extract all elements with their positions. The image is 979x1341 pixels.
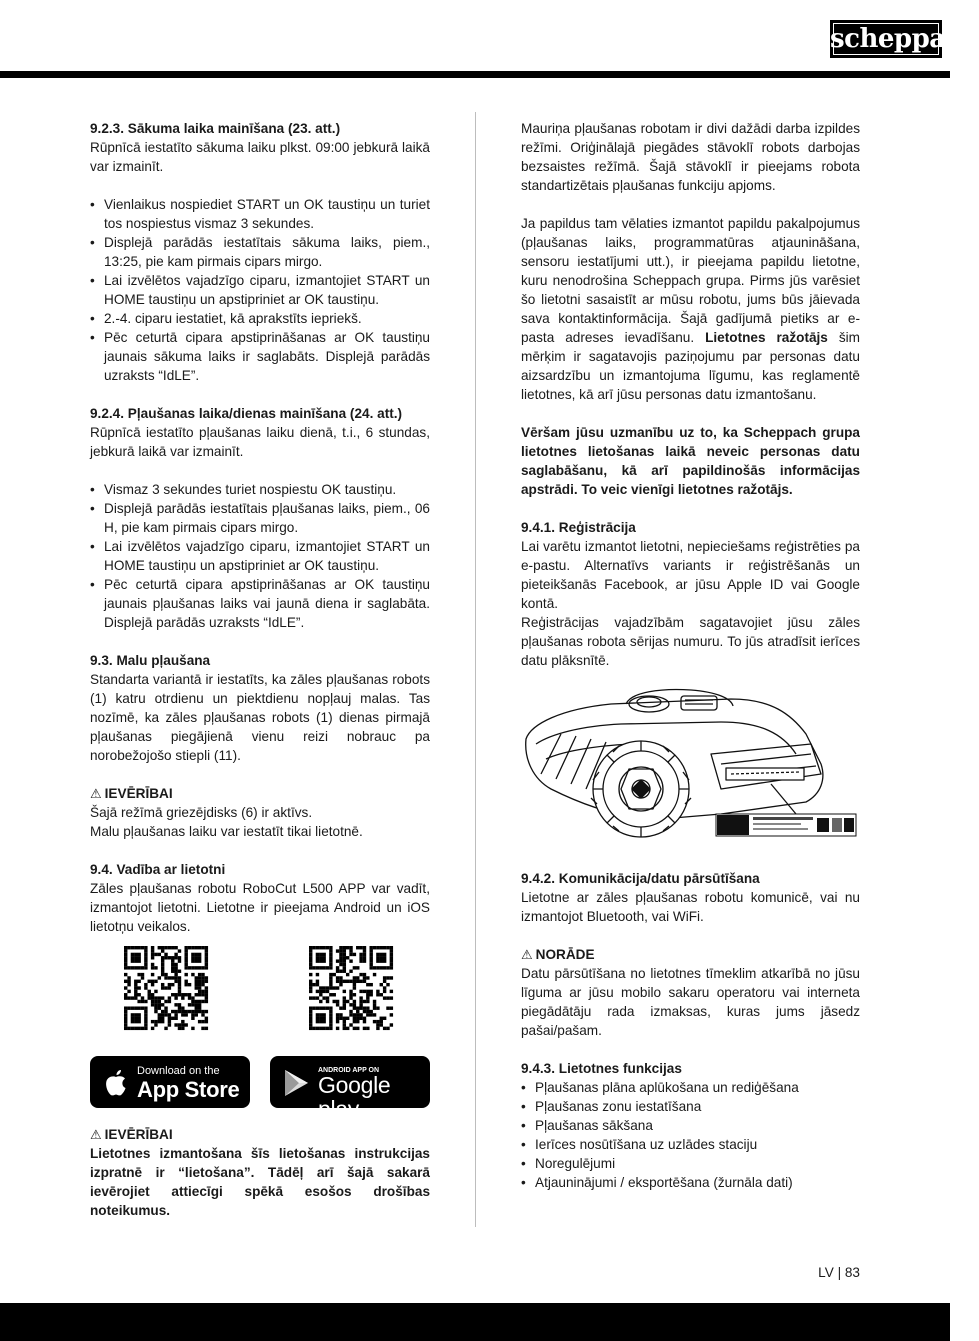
paragraph: Mauriņa pļaušanas robotam ir divi dažādi darba izpildes režīmi. Oriģinālajā piegādes stāvoklī robots darbojas bezsaistes režīmā. Šajā stāvoklī ir pieejams robota standartizētais pļaušanas funkciju apjoms. [521, 121, 860, 193]
paragraph-bold: Vēršam jūsu uzmanību uz to, ka Scheppach grupa lietotnes lietošanas laikā neveic personas datu saglabāšanu, kā arī papildinošās informācijas apstrādi. To veic vienīgi lietotnes ražotājs. [521, 425, 860, 497]
app-functions-list [521, 1078, 860, 1192]
warning-heading: ⚠ IEVĒRĪBAI [90, 1127, 173, 1142]
section-942-text: Lietotne ar zāles pļaušanas robotu komunicē, vai nu izmantojot Bluetooth, vai WiFi. [521, 890, 860, 924]
section-941-text: Reģistrācijas vajadzībām sagatavojiet jūsu zāles pļaušanas robota sērijas numuru. To jūs atradīsit ierīces datu plāksnītē. [521, 615, 860, 668]
warning-triangle-icon: ⚠ [521, 947, 533, 962]
google-play-icon [282, 1068, 312, 1098]
section-941-title: 9.4.1. Reģistrācija [521, 520, 636, 535]
warning-line: Šajā režīmā griezējdisks (6) ir aktīvs. [90, 805, 313, 820]
section-924-title: 9.2.4. Pļaušanas laika/dienas mainīšana (24. att.) [90, 406, 403, 421]
section-942-title: 9.4.2. Komunikācija/datu pārsūtīšana [521, 871, 760, 886]
section-923-title: 9.2.3. Sākuma laika mainīšana (23. att.) [90, 121, 341, 136]
list-item: • Displejā parādās iestatītais sākuma laiks, piem., 13:25, pie kam pirmais cipars mirgo. [90, 233, 430, 271]
warning-heading: ⚠ IEVĒRĪBAI [90, 786, 173, 801]
header-rule [0, 71, 950, 78]
footer-bar [0, 1303, 950, 1341]
logo-frame [833, 23, 939, 55]
section-94-title: 9.4. Vadība ar lietotni [90, 862, 226, 877]
list-item: • Pļaušanas sākšana [521, 1116, 860, 1135]
list-item: • Pēc ceturtā cipara apstiprināšanas ar OK taustiņu jaunais sākuma laiks ir saglabāts. Displejā parādās uzraksts “IdLE”. [90, 328, 430, 385]
list-item: • Pļaušanas plāna aplūkošana un rediģēšana [521, 1078, 860, 1097]
note-heading: ⚠ NORĀDE [521, 947, 595, 962]
paragraph: Ja papildus tam vēlaties izmantot papildu pakalpojumus (pļaušanas laiks, programmatūras atjaunināšana, sensoru iestatījumi utt.), ir pieejama papildu lietotne, kuru nenodrošina Scheppach grupa. Pirms jūs varēsiet šo lietotni sasaistīt ar mūsu robotu, jums būs jāievada sava kontaktinformācija. Šajā gadījumā pietiks ar e-pasta adreses ievadīšanu. Lietotnes ražotājs šim mērķim ir sagatavojis paziņojumu par personas datu aizsardzību un izmantojuma līgumu, kas reglamentē lietotnes, kā arī jūsu personas datu izmantošanu. [521, 216, 861, 402]
apple-logo-icon [102, 1066, 130, 1098]
scheppach-logo: scheppach [830, 20, 942, 58]
section-924-intro: Rūpnīcā iestatīto pļaušanas laiku dienā, t.i., 6 stundas, jebkurā laikā var izmainīt. [90, 425, 430, 459]
list-item: • Lai izvēlētos vajadzīgo ciparu, izmantojiet START un HOME taustiņu un apstipriniet ar OK taustiņu. [90, 271, 430, 309]
list-item: • Ierīces nosūtīšana uz uzlādes staciju [521, 1135, 860, 1154]
list-item: • Vismaz 3 sekundes turiet nospiestu OK taustiņu. [90, 480, 430, 499]
section-94-text: Zāles pļaušanas robotu RoboCut L500 APP var vadīt, izmantojot lietotni. Lietotne ir pieejama Android un iOS lietotņu veikalos. [90, 881, 430, 934]
column-divider [475, 112, 476, 1227]
list-item: • 2.-4. ciparu iestatiet, kā aprakstīts iepriekš. [90, 309, 430, 328]
store-badges [90, 1056, 430, 1122]
section-924-list [90, 480, 430, 632]
app-store-badge[interactable]: Download on the App Store [90, 1056, 250, 1108]
section-923-intro: Rūpnīcā iestatīto sākuma laiku plkst. 09:00 jebkurā laikā var izmainīt. [90, 140, 430, 174]
list-item: • Pļaušanas zonu iestatīšana [521, 1097, 860, 1116]
warning-line: Malu pļaušanas laiku var iestatīt tikai lietotnē. [90, 824, 363, 839]
warning-text: Lietotnes izmantošana šīs lietošanas instrukcijas izpratnē ir “lietošana”. Tādēļ arī šajā sakarā ievērojiet attiecīgi spēkā esošos drošības noteikumus. [90, 1146, 430, 1218]
warning-triangle-icon: ⚠ [90, 786, 102, 801]
list-item: • Lai izvēlētos vajadzīgo ciparu, izmantojiet START un HOME taustiņu un apstipriniet ar OK taustiņu. [90, 537, 430, 575]
section-93-text: Standarta variantā ir iestatīts, ka zāles pļaušanas robots (1) katru otrdienu un piektdienu nopļauj malas. Tas nozīmē, ka zāles pļaušanas robots (1) dienas pirmajā pļaušanas piegājienā vienu reizi nobrauc pa norobežojošo stiepli (11). [90, 672, 430, 763]
note-text: Datu pārsūtīšana no lietotnes tīmeklim atkarībā no jūsu līguma ar jūsu mobilo sakaru operatoru vai interneta piegādātāju rada izmaksas, kuras jums jāsedz pašai/pašam. [521, 966, 860, 1038]
section-943-title: 9.4.3. Lietotnes funkcijas [521, 1061, 682, 1076]
list-item: • Noregulējumi [521, 1154, 860, 1173]
warning-triangle-icon: ⚠ [90, 1127, 102, 1142]
qr-code-icon[interactable] [124, 946, 208, 1030]
robot-mower-illustration [521, 684, 860, 844]
qr-code-icon[interactable] [309, 946, 393, 1030]
left-column [90, 119, 430, 1220]
google-play-badge[interactable]: ANDROID APP ON Google play [270, 1056, 430, 1108]
right-column [521, 119, 860, 1192]
list-item: • Vienlaikus nospiediet START un OK taustiņu un turiet tos nospiestus vismaz 3 sekundes. [90, 195, 430, 233]
list-item: • Displejā parādās iestatītais pļaušanas laiks, piem., 06 H, pie kam pirmais cipars mirgo. [90, 499, 430, 537]
qr-codes [90, 946, 430, 1056]
section-923-list [90, 195, 430, 385]
list-item: • Atjauninājumi / eksportēšana (žurnāla dati) [521, 1173, 860, 1192]
page-number: LV | 83 [818, 1265, 860, 1280]
list-item: • Pēc ceturtā cipara apstiprināšanas ar OK taustiņu jaunais pļaušanas laiks vai jaunā diena ir saglabāta. Displejā parādās uzraksts “IdLE”. [90, 575, 430, 632]
section-93-title: 9.3. Malu pļaušana [90, 653, 211, 668]
section-941-text: Lai varētu izmantot lietotni, nepieciešams reģistrēties pa e-pastu. Alternatīvs variants ir reģistrēšanās un pieteikšanās Facebook, ar jūsu Apple ID vai Google kontā. [521, 539, 860, 611]
